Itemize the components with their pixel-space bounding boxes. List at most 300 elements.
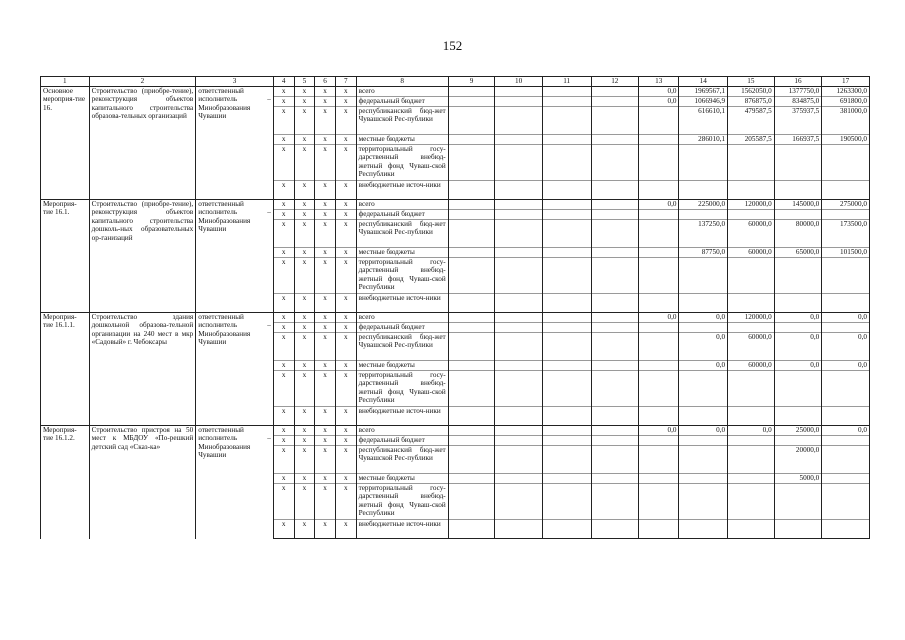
funding-source: федеральный бюджет bbox=[356, 436, 448, 446]
classification-code: x bbox=[315, 361, 336, 371]
classification-code: x bbox=[294, 258, 315, 294]
classification-code: x bbox=[335, 323, 356, 333]
classification-code: x bbox=[315, 294, 336, 313]
page-number: 152 bbox=[442, 38, 463, 53]
amount-cell: 0,0 bbox=[822, 333, 870, 361]
amount-cell bbox=[542, 210, 591, 220]
classification-code: x bbox=[315, 313, 336, 323]
funding-source: местные бюджеты bbox=[356, 474, 448, 484]
classification-code: x bbox=[335, 258, 356, 294]
amount-cell bbox=[728, 436, 775, 446]
funding-source: территориальный госу-дарственный внебюд-жетный фонд Чуваш-ской Республики bbox=[356, 484, 448, 520]
classification-code: x bbox=[335, 333, 356, 361]
amount-cell bbox=[728, 520, 775, 539]
amount-cell bbox=[542, 474, 591, 484]
amount-cell bbox=[679, 145, 728, 181]
classification-code: x bbox=[335, 520, 356, 539]
amount-cell bbox=[679, 484, 728, 520]
amount-cell bbox=[448, 248, 495, 258]
classification-code: x bbox=[294, 97, 315, 107]
classification-code: x bbox=[315, 426, 336, 436]
classification-code: x bbox=[273, 436, 294, 446]
funding-source: федеральный бюджет bbox=[356, 97, 448, 107]
funding-source: республиканский бюд-жет Чувашской Рес-публики bbox=[356, 107, 448, 135]
amount-cell bbox=[495, 135, 543, 145]
classification-code: x bbox=[294, 145, 315, 181]
amount-cell bbox=[639, 258, 679, 294]
amount-cell: 834875,0 bbox=[774, 97, 822, 107]
classification-code: x bbox=[335, 484, 356, 520]
amount-cell: 60000,0 bbox=[728, 333, 775, 361]
amount-cell: 0,0 bbox=[728, 426, 775, 436]
amount-cell bbox=[448, 361, 495, 371]
amount-cell bbox=[542, 484, 591, 520]
amount-cell bbox=[639, 107, 679, 135]
classification-code: x bbox=[335, 294, 356, 313]
classification-code: x bbox=[273, 87, 294, 97]
column-header: 13 bbox=[639, 77, 679, 87]
amount-cell: 1562050,0 bbox=[728, 87, 775, 97]
classification-code: x bbox=[294, 248, 315, 258]
classification-code: x bbox=[315, 145, 336, 181]
activity-name: Основное мероприя-тие 16. bbox=[41, 87, 90, 200]
amount-cell: 60000,0 bbox=[728, 220, 775, 248]
classification-code: x bbox=[315, 323, 336, 333]
funding-source: федеральный бюджет bbox=[356, 210, 448, 220]
amount-cell bbox=[822, 181, 870, 200]
amount-cell: 275000,0 bbox=[822, 200, 870, 210]
amount-cell bbox=[495, 258, 543, 294]
classification-code: x bbox=[315, 87, 336, 97]
funding-source: территориальный госу-дарственный внебюд-жетный фонд Чуваш-ской Республики bbox=[356, 258, 448, 294]
amount-cell bbox=[679, 371, 728, 407]
amount-cell bbox=[679, 474, 728, 484]
amount-cell bbox=[774, 181, 822, 200]
classification-code: x bbox=[273, 333, 294, 361]
classification-code: x bbox=[294, 446, 315, 474]
classification-code: x bbox=[335, 313, 356, 323]
amount-cell bbox=[542, 294, 591, 313]
amount-cell bbox=[542, 446, 591, 474]
funding-source: внебюджетные источ-ники bbox=[356, 294, 448, 313]
amount-cell bbox=[542, 145, 591, 181]
amount-cell bbox=[448, 371, 495, 407]
column-header: 8 bbox=[356, 77, 448, 87]
amount-cell bbox=[591, 520, 639, 539]
table-row bbox=[41, 313, 870, 323]
amount-cell bbox=[591, 220, 639, 248]
amount-cell bbox=[822, 484, 870, 520]
amount-cell bbox=[728, 258, 775, 294]
amount-cell: 0,0 bbox=[639, 313, 679, 323]
amount-cell bbox=[728, 323, 775, 333]
amount-cell: 616610,1 bbox=[679, 107, 728, 135]
amount-cell bbox=[542, 361, 591, 371]
table-body bbox=[41, 87, 870, 539]
amount-cell bbox=[591, 135, 639, 145]
amount-cell bbox=[822, 520, 870, 539]
amount-cell: 0,0 bbox=[822, 313, 870, 323]
amount-cell bbox=[448, 135, 495, 145]
amount-cell bbox=[495, 484, 543, 520]
column-header: 2 bbox=[89, 77, 196, 87]
amount-cell bbox=[639, 248, 679, 258]
funding-source: всего bbox=[356, 313, 448, 323]
amount-cell: 1066946,9 bbox=[679, 97, 728, 107]
amount-cell bbox=[591, 87, 639, 97]
amount-cell bbox=[448, 474, 495, 484]
amount-cell bbox=[542, 181, 591, 200]
amount-cell: 0,0 bbox=[639, 200, 679, 210]
classification-code: x bbox=[273, 107, 294, 135]
amount-cell bbox=[639, 484, 679, 520]
table-row bbox=[41, 87, 870, 97]
amount-cell bbox=[495, 520, 543, 539]
classification-code: x bbox=[273, 361, 294, 371]
activity-name: Мероприя-тие 16.1.1. bbox=[41, 313, 90, 426]
amount-cell bbox=[448, 436, 495, 446]
classification-code: x bbox=[335, 210, 356, 220]
amount-cell: 0,0 bbox=[774, 333, 822, 361]
amount-cell bbox=[728, 474, 775, 484]
amount-cell bbox=[591, 248, 639, 258]
classification-code: x bbox=[294, 323, 315, 333]
amount-cell bbox=[822, 258, 870, 294]
classification-code: x bbox=[315, 107, 336, 135]
activity-title: Строительство (приобре-тение), реконструкция объектов капитального строительства образова-тельных организаций bbox=[89, 87, 196, 200]
responsible-executor: ответственный исполнитель – Минобразования Чувашии bbox=[196, 313, 274, 426]
classification-code: x bbox=[315, 181, 336, 200]
amount-cell bbox=[591, 294, 639, 313]
classification-code: x bbox=[315, 484, 336, 520]
table-row bbox=[41, 426, 870, 436]
amount-cell bbox=[822, 446, 870, 474]
amount-cell bbox=[542, 97, 591, 107]
funding-source: федеральный бюджет bbox=[356, 323, 448, 333]
amount-cell bbox=[774, 407, 822, 426]
amount-cell: 166937,5 bbox=[774, 135, 822, 145]
column-header: 11 bbox=[542, 77, 591, 87]
classification-code: x bbox=[273, 258, 294, 294]
classification-code: x bbox=[273, 135, 294, 145]
amount-cell bbox=[542, 200, 591, 210]
amount-cell bbox=[774, 294, 822, 313]
classification-code: x bbox=[294, 333, 315, 361]
amount-cell: 0,0 bbox=[774, 313, 822, 323]
responsible-executor: ответственный исполнитель – Минобразования Чувашии bbox=[196, 200, 274, 313]
classification-code: x bbox=[273, 248, 294, 258]
amount-cell bbox=[448, 484, 495, 520]
classification-code: x bbox=[335, 371, 356, 407]
amount-cell: 120000,0 bbox=[728, 200, 775, 210]
amount-cell bbox=[679, 210, 728, 220]
amount-cell bbox=[542, 220, 591, 248]
classification-code: x bbox=[335, 145, 356, 181]
amount-cell bbox=[774, 436, 822, 446]
funding-source: республиканский бюд-жет Чувашской Рес-публики bbox=[356, 220, 448, 248]
amount-cell bbox=[448, 210, 495, 220]
classification-code: x bbox=[335, 135, 356, 145]
amount-cell bbox=[591, 313, 639, 323]
funding-source: местные бюджеты bbox=[356, 135, 448, 145]
classification-code: x bbox=[294, 200, 315, 210]
amount-cell: 0,0 bbox=[679, 313, 728, 323]
column-header: 10 bbox=[495, 77, 543, 87]
amount-cell: 145000,0 bbox=[774, 200, 822, 210]
amount-cell: 190500,0 bbox=[822, 135, 870, 145]
classification-code: x bbox=[273, 200, 294, 210]
classification-code: x bbox=[315, 258, 336, 294]
amount-cell bbox=[495, 446, 543, 474]
amount-cell bbox=[542, 407, 591, 426]
amount-cell bbox=[639, 294, 679, 313]
amount-cell: 0,0 bbox=[822, 426, 870, 436]
classification-code: x bbox=[273, 474, 294, 484]
amount-cell bbox=[639, 333, 679, 361]
amount-cell bbox=[542, 371, 591, 407]
amount-cell bbox=[679, 258, 728, 294]
amount-cell bbox=[495, 107, 543, 135]
classification-code: x bbox=[273, 220, 294, 248]
classification-code: x bbox=[315, 333, 336, 361]
amount-cell bbox=[448, 323, 495, 333]
classification-code: x bbox=[335, 361, 356, 371]
amount-cell: 80000,0 bbox=[774, 220, 822, 248]
classification-code: x bbox=[335, 220, 356, 248]
classification-code: x bbox=[273, 520, 294, 539]
classification-code: x bbox=[315, 97, 336, 107]
amount-cell bbox=[448, 107, 495, 135]
classification-code: x bbox=[294, 361, 315, 371]
amount-cell: 0,0 bbox=[822, 361, 870, 371]
classification-code: x bbox=[273, 210, 294, 220]
amount-cell: 20000,0 bbox=[774, 446, 822, 474]
amount-cell bbox=[542, 87, 591, 97]
amount-cell bbox=[495, 474, 543, 484]
activity-name: Мероприя-тие 16.1.2. bbox=[41, 426, 90, 539]
amount-cell bbox=[591, 107, 639, 135]
amount-cell bbox=[679, 323, 728, 333]
funding-source: всего bbox=[356, 200, 448, 210]
classification-code: x bbox=[273, 313, 294, 323]
classification-code: x bbox=[294, 436, 315, 446]
amount-cell: 876875,0 bbox=[728, 97, 775, 107]
amount-cell bbox=[448, 520, 495, 539]
column-header: 15 bbox=[728, 77, 775, 87]
classification-code: x bbox=[273, 145, 294, 181]
classification-code: x bbox=[273, 407, 294, 426]
amount-cell bbox=[591, 426, 639, 436]
amount-cell bbox=[542, 313, 591, 323]
amount-cell bbox=[448, 258, 495, 294]
funding-source: внебюджетные источ-ники bbox=[356, 520, 448, 539]
amount-cell bbox=[448, 294, 495, 313]
amount-cell bbox=[591, 145, 639, 181]
amount-cell bbox=[639, 446, 679, 474]
amount-cell bbox=[542, 248, 591, 258]
amount-cell bbox=[639, 520, 679, 539]
classification-code: x bbox=[294, 426, 315, 436]
amount-cell bbox=[728, 484, 775, 520]
classification-code: x bbox=[273, 484, 294, 520]
amount-cell: 25000,0 bbox=[774, 426, 822, 436]
amount-cell bbox=[639, 361, 679, 371]
classification-code: x bbox=[335, 248, 356, 258]
amount-cell bbox=[495, 210, 543, 220]
amount-cell: 87750,0 bbox=[679, 248, 728, 258]
funding-source: местные бюджеты bbox=[356, 361, 448, 371]
responsible-executor: ответственный исполнитель – Минобразования Чувашии bbox=[196, 426, 274, 539]
amount-cell bbox=[448, 97, 495, 107]
amount-cell: 225000,0 bbox=[679, 200, 728, 210]
amount-cell: 0,0 bbox=[679, 333, 728, 361]
amount-cell bbox=[591, 484, 639, 520]
funding-source: внебюджетные источ-ники bbox=[356, 181, 448, 200]
table-row bbox=[41, 200, 870, 210]
amount-cell bbox=[448, 181, 495, 200]
funding-source: всего bbox=[356, 426, 448, 436]
amount-cell bbox=[448, 87, 495, 97]
amount-cell bbox=[495, 97, 543, 107]
amount-cell bbox=[774, 145, 822, 181]
column-header: 4 bbox=[273, 77, 294, 87]
amount-cell: 101500,0 bbox=[822, 248, 870, 258]
amount-cell bbox=[448, 426, 495, 436]
classification-code: x bbox=[315, 220, 336, 248]
amount-cell bbox=[591, 210, 639, 220]
amount-cell bbox=[679, 407, 728, 426]
amount-cell bbox=[591, 361, 639, 371]
amount-cell bbox=[495, 436, 543, 446]
amount-cell bbox=[822, 407, 870, 426]
amount-cell bbox=[591, 200, 639, 210]
amount-cell bbox=[591, 446, 639, 474]
amount-cell bbox=[591, 371, 639, 407]
amount-cell bbox=[591, 323, 639, 333]
amount-cell: 1969567,1 bbox=[679, 87, 728, 97]
column-header: 12 bbox=[591, 77, 639, 87]
amount-cell bbox=[495, 371, 543, 407]
classification-code: x bbox=[315, 446, 336, 474]
amount-cell bbox=[679, 446, 728, 474]
amount-cell bbox=[728, 181, 775, 200]
amount-cell: 60000,0 bbox=[728, 248, 775, 258]
amount-cell bbox=[591, 474, 639, 484]
amount-cell bbox=[591, 436, 639, 446]
classification-code: x bbox=[335, 474, 356, 484]
amount-cell bbox=[639, 474, 679, 484]
amount-cell bbox=[542, 520, 591, 539]
column-header: 14 bbox=[679, 77, 728, 87]
funding-source: республиканский бюд-жет Чувашской Рес-публики bbox=[356, 333, 448, 361]
classification-code: x bbox=[315, 200, 336, 210]
amount-cell bbox=[728, 294, 775, 313]
amount-cell bbox=[448, 313, 495, 323]
activity-title: Строительство пристроя на 50 мест к МБДОУ «По-решкий детский сад «Сказ-ка» bbox=[89, 426, 196, 539]
classification-code: x bbox=[294, 371, 315, 407]
amount-cell bbox=[448, 220, 495, 248]
amount-cell bbox=[495, 361, 543, 371]
activity-title: Строительство (приобре-тение), реконструкция объектов капитального строительства дошколь-ных образовательных ор-ганизаций bbox=[89, 200, 196, 313]
funding-source: республиканский бюд-жет Чувашской Рес-публики bbox=[356, 446, 448, 474]
classification-code: x bbox=[294, 210, 315, 220]
amount-cell bbox=[639, 407, 679, 426]
amount-cell bbox=[728, 145, 775, 181]
amount-cell: 381000,0 bbox=[822, 107, 870, 135]
classification-code: x bbox=[315, 407, 336, 426]
classification-code: x bbox=[273, 294, 294, 313]
amount-cell bbox=[639, 145, 679, 181]
amount-cell: 0,0 bbox=[639, 97, 679, 107]
amount-cell bbox=[542, 107, 591, 135]
amount-cell bbox=[822, 436, 870, 446]
classification-code: x bbox=[315, 371, 336, 407]
budget-table bbox=[40, 76, 870, 539]
header-row bbox=[41, 77, 870, 87]
classification-code: x bbox=[335, 446, 356, 474]
funding-source: территориальный госу-дарственный внебюд-жетный фонд Чуваш-ской Республики bbox=[356, 145, 448, 181]
classification-code: x bbox=[294, 135, 315, 145]
amount-cell bbox=[448, 200, 495, 210]
classification-code: x bbox=[273, 426, 294, 436]
amount-cell bbox=[591, 258, 639, 294]
amount-cell bbox=[639, 323, 679, 333]
amount-cell bbox=[542, 426, 591, 436]
activity-name: Мероприя-тие 16.1. bbox=[41, 200, 90, 313]
column-header: 6 bbox=[315, 77, 336, 87]
amount-cell: 0,0 bbox=[639, 87, 679, 97]
amount-cell bbox=[822, 371, 870, 407]
classification-code: x bbox=[273, 323, 294, 333]
amount-cell bbox=[591, 181, 639, 200]
amount-cell bbox=[728, 210, 775, 220]
amount-cell bbox=[495, 323, 543, 333]
classification-code: x bbox=[315, 436, 336, 446]
classification-code: x bbox=[273, 97, 294, 107]
amount-cell bbox=[679, 520, 728, 539]
amount-cell bbox=[822, 323, 870, 333]
activity-title: Строительство здания дошкольной образова-тельной организации на 240 мест в мкр «Садовый» г. Чебоксары bbox=[89, 313, 196, 426]
amount-cell: 60000,0 bbox=[728, 361, 775, 371]
classification-code: x bbox=[315, 474, 336, 484]
classification-code: x bbox=[294, 181, 315, 200]
amount-cell bbox=[495, 181, 543, 200]
amount-cell bbox=[542, 436, 591, 446]
classification-code: x bbox=[335, 181, 356, 200]
amount-cell bbox=[448, 145, 495, 181]
amount-cell bbox=[639, 181, 679, 200]
amount-cell bbox=[822, 145, 870, 181]
amount-cell: 1377750,0 bbox=[774, 87, 822, 97]
amount-cell bbox=[639, 210, 679, 220]
column-header: 9 bbox=[448, 77, 495, 87]
classification-code: x bbox=[335, 87, 356, 97]
classification-code: x bbox=[335, 107, 356, 135]
classification-code: x bbox=[335, 426, 356, 436]
column-header: 1 bbox=[41, 77, 90, 87]
amount-cell bbox=[591, 407, 639, 426]
amount-cell bbox=[542, 323, 591, 333]
amount-cell bbox=[774, 323, 822, 333]
classification-code: x bbox=[335, 407, 356, 426]
amount-cell bbox=[495, 87, 543, 97]
amount-cell: 0,0 bbox=[679, 426, 728, 436]
classification-code: x bbox=[335, 97, 356, 107]
amount-cell bbox=[679, 181, 728, 200]
amount-cell bbox=[495, 333, 543, 361]
classification-code: x bbox=[273, 181, 294, 200]
classification-code: x bbox=[273, 446, 294, 474]
